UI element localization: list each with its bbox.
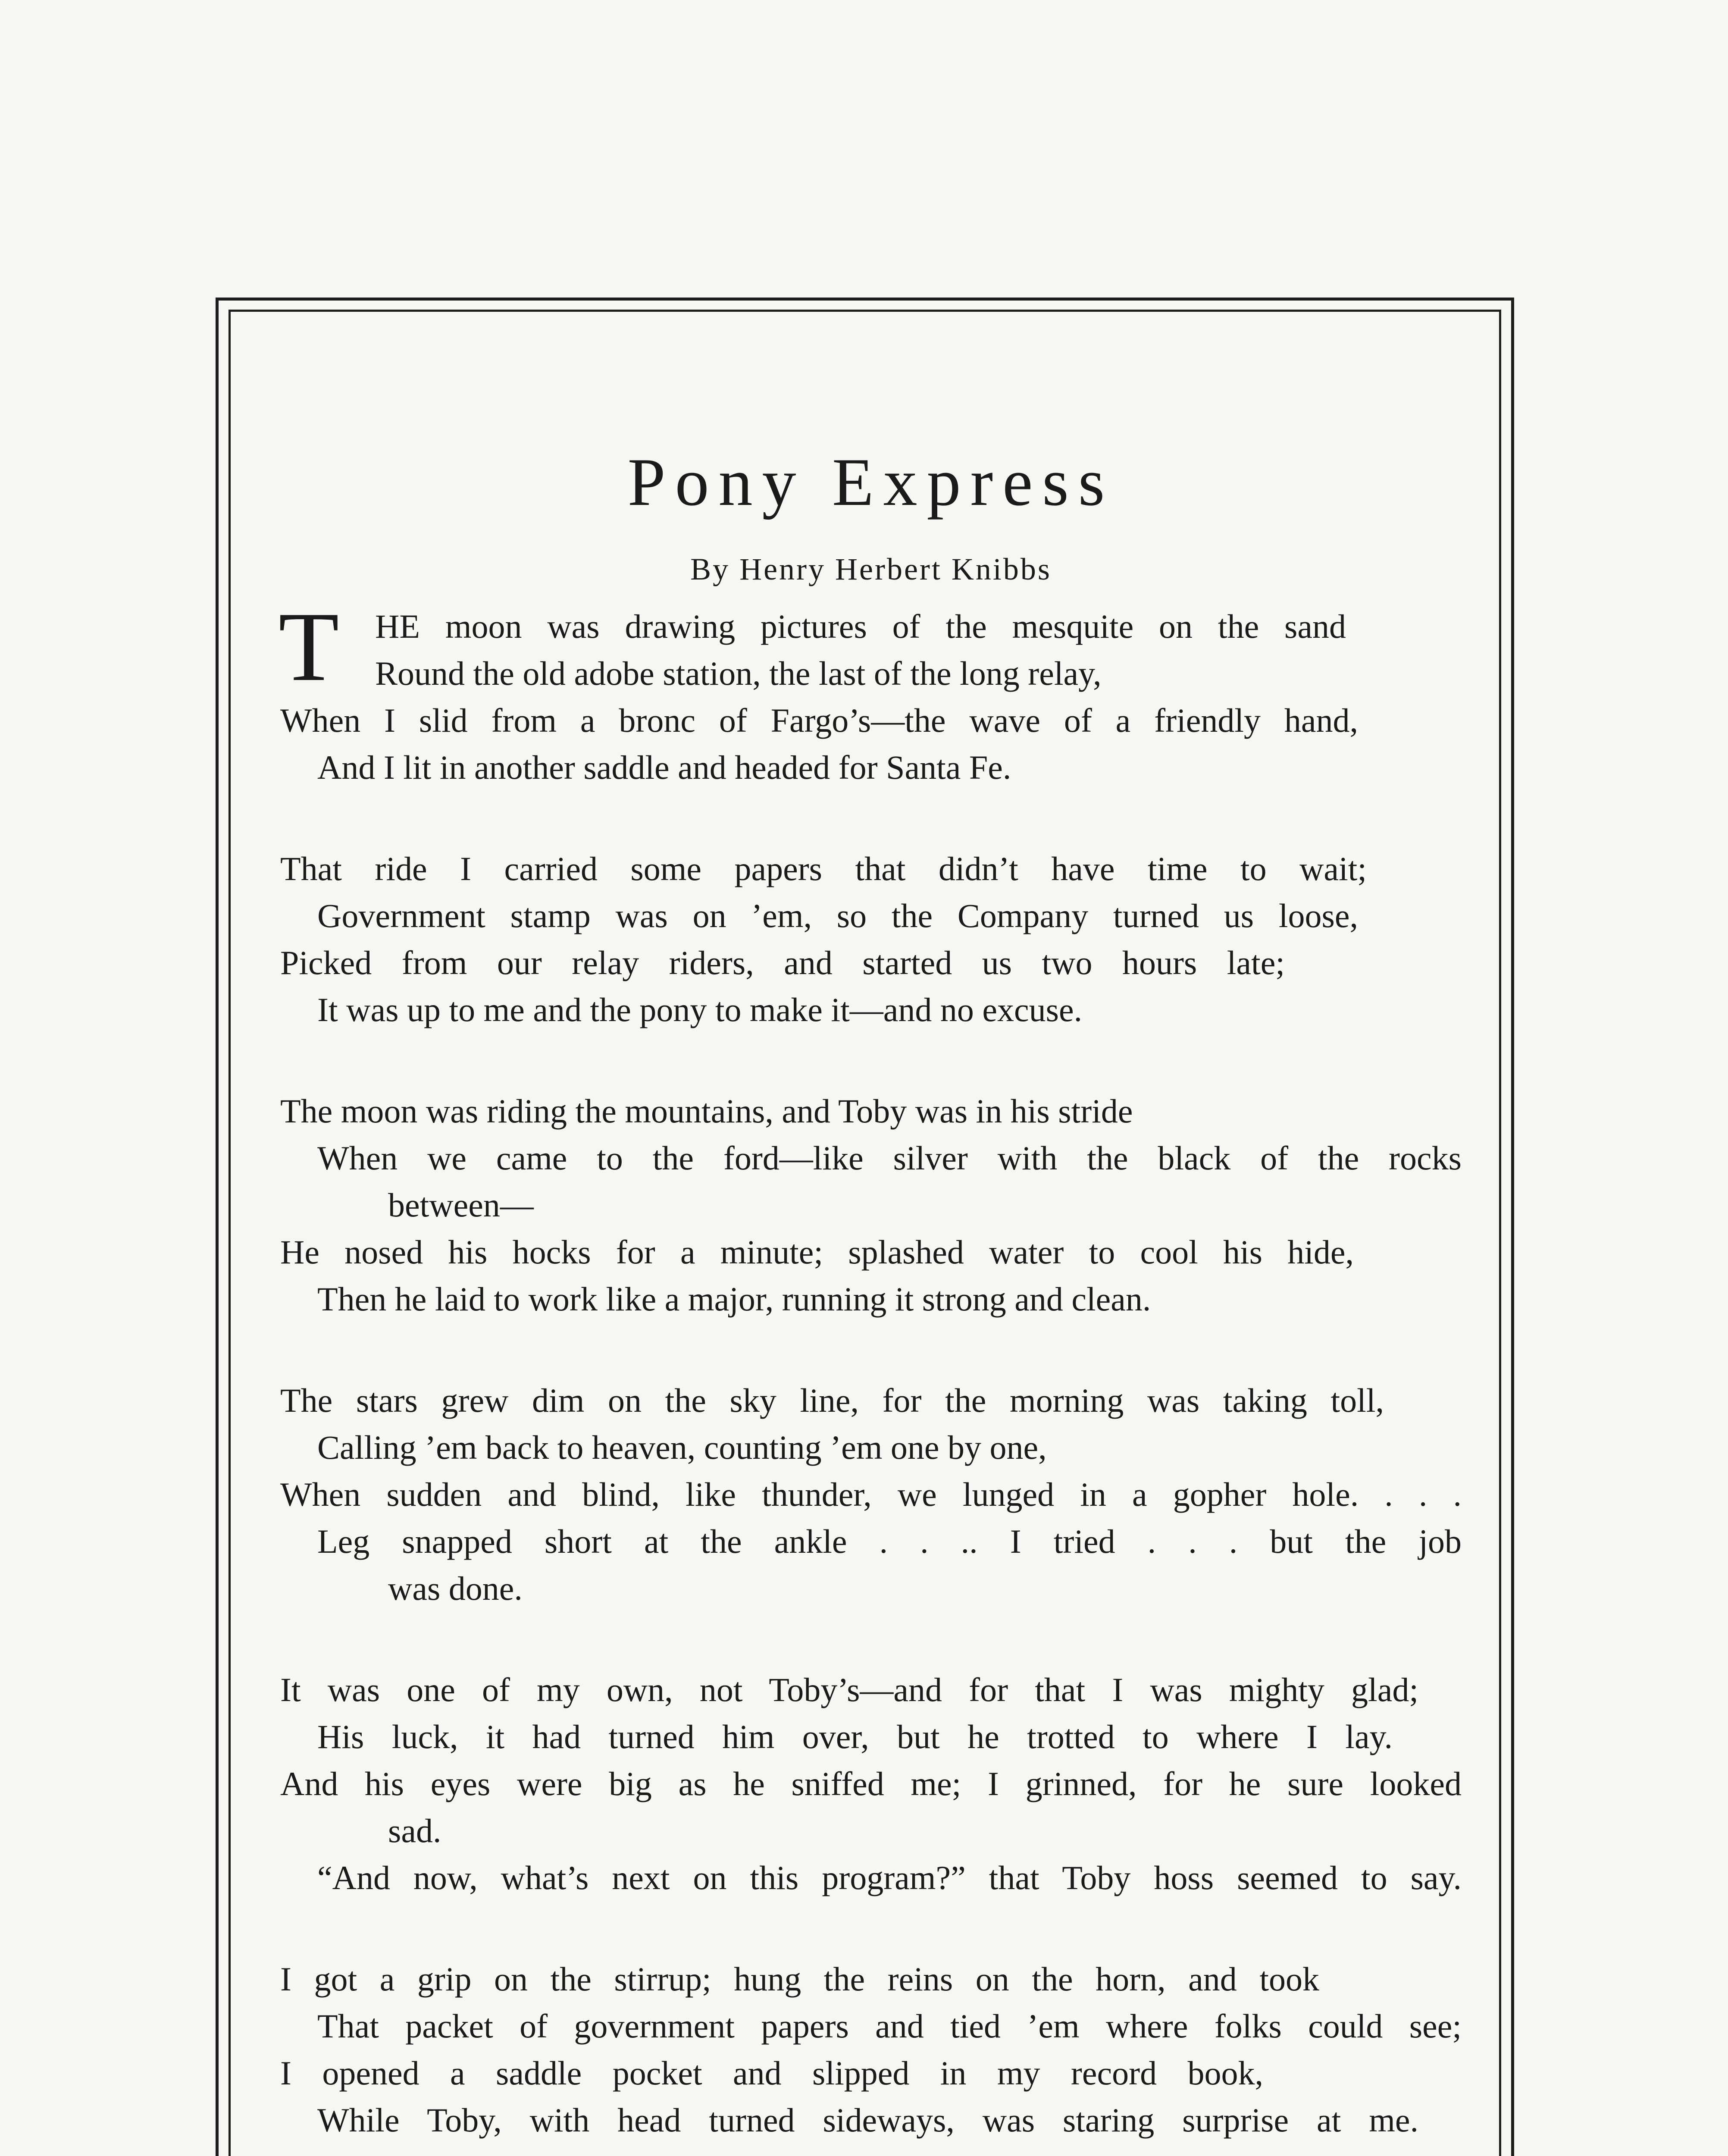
stanza bbox=[280, 1666, 1462, 1901]
poem-line: His luck, it had turned him over, but he trotted to where I lay. bbox=[317, 1718, 1393, 1755]
stanza bbox=[280, 845, 1462, 1033]
poem-line: And his eyes were big as he sniffed me; I grinned, for he sure looked bbox=[280, 1765, 1462, 1802]
poem-line: between— bbox=[388, 1186, 534, 1224]
poem-line: Calling ’em back to heaven, counting ’em one by one, bbox=[317, 1429, 1047, 1466]
poem-line: When we came to the ford—like silver with the black of the rocks bbox=[317, 1139, 1462, 1177]
stanza bbox=[279, 592, 1462, 791]
poem-line: It was one of my own, not Toby’s—and for that I was mighty glad; bbox=[280, 1671, 1418, 1708]
poem-line: was done. bbox=[388, 1570, 523, 1607]
poem-line: While Toby, with head turned sideways, was staring surprise at me. bbox=[317, 2101, 1418, 2139]
stanza bbox=[280, 1955, 1462, 2143]
poem-line: The moon was riding the mountains, and Toby was in his stride bbox=[280, 1092, 1133, 1130]
poem-line: Government stamp was on ’em, so the Company turned us loose, bbox=[317, 897, 1358, 934]
poem-byline: By Henry Herbert Knibbs bbox=[690, 552, 1052, 586]
poem-line: sad. bbox=[388, 1812, 441, 1849]
poem-line: Round the old adobe station, the last of the long relay, bbox=[375, 655, 1102, 692]
poem-line: “And now, what’s next on this program?” that Toby hoss seemed to say. bbox=[317, 1859, 1462, 1896]
poem-line: That ride I carried some papers that didn’t have time to wait; bbox=[280, 850, 1367, 887]
poem-panel bbox=[279, 445, 1462, 2143]
poem-line: Then he laid to work like a major, running it strong and clean. bbox=[317, 1280, 1151, 1318]
poem-line: He nosed his hocks for a minute; splashed water to cool his hide, bbox=[280, 1233, 1354, 1271]
poem-line-text: HE moon was drawing pictures of the mesquite on the sand bbox=[375, 608, 1346, 645]
poem-line: And I lit in another saddle and headed for Santa Fe. bbox=[317, 749, 1011, 786]
poem-title: Pony Express bbox=[627, 445, 1114, 520]
poem-body bbox=[279, 592, 1462, 2143]
poem-line: I got a grip on the stirrup; hung the reins on the horn, and took bbox=[280, 1960, 1319, 1998]
poem-line: The stars grew dim on the sky line, for the morning was taking toll, bbox=[280, 1382, 1384, 1419]
stanza bbox=[280, 1087, 1462, 1322]
poem-line: Leg snapped short at the ankle . . .. I tried . . . but the job bbox=[317, 1523, 1462, 1560]
poem-line: When I slid from a bronc of Fargo’s—the wave of a friendly hand, bbox=[280, 702, 1358, 739]
poem-line: It was up to me and the pony to make it—and no excuse. bbox=[317, 991, 1083, 1028]
drop-cap: T bbox=[279, 592, 339, 702]
poem-line: Picked from our relay riders, and started us two hours late; bbox=[280, 944, 1285, 981]
poem-line: I opened a saddle pocket and slipped in my record book, bbox=[280, 2054, 1263, 2092]
poem-line: When sudden and blind, like thunder, we lunged in a gopher hole. . . . bbox=[280, 1476, 1462, 1513]
poem-line: That packet of government papers and tied ’em where folks could see; bbox=[317, 2007, 1462, 2045]
stanza bbox=[280, 1377, 1462, 1612]
